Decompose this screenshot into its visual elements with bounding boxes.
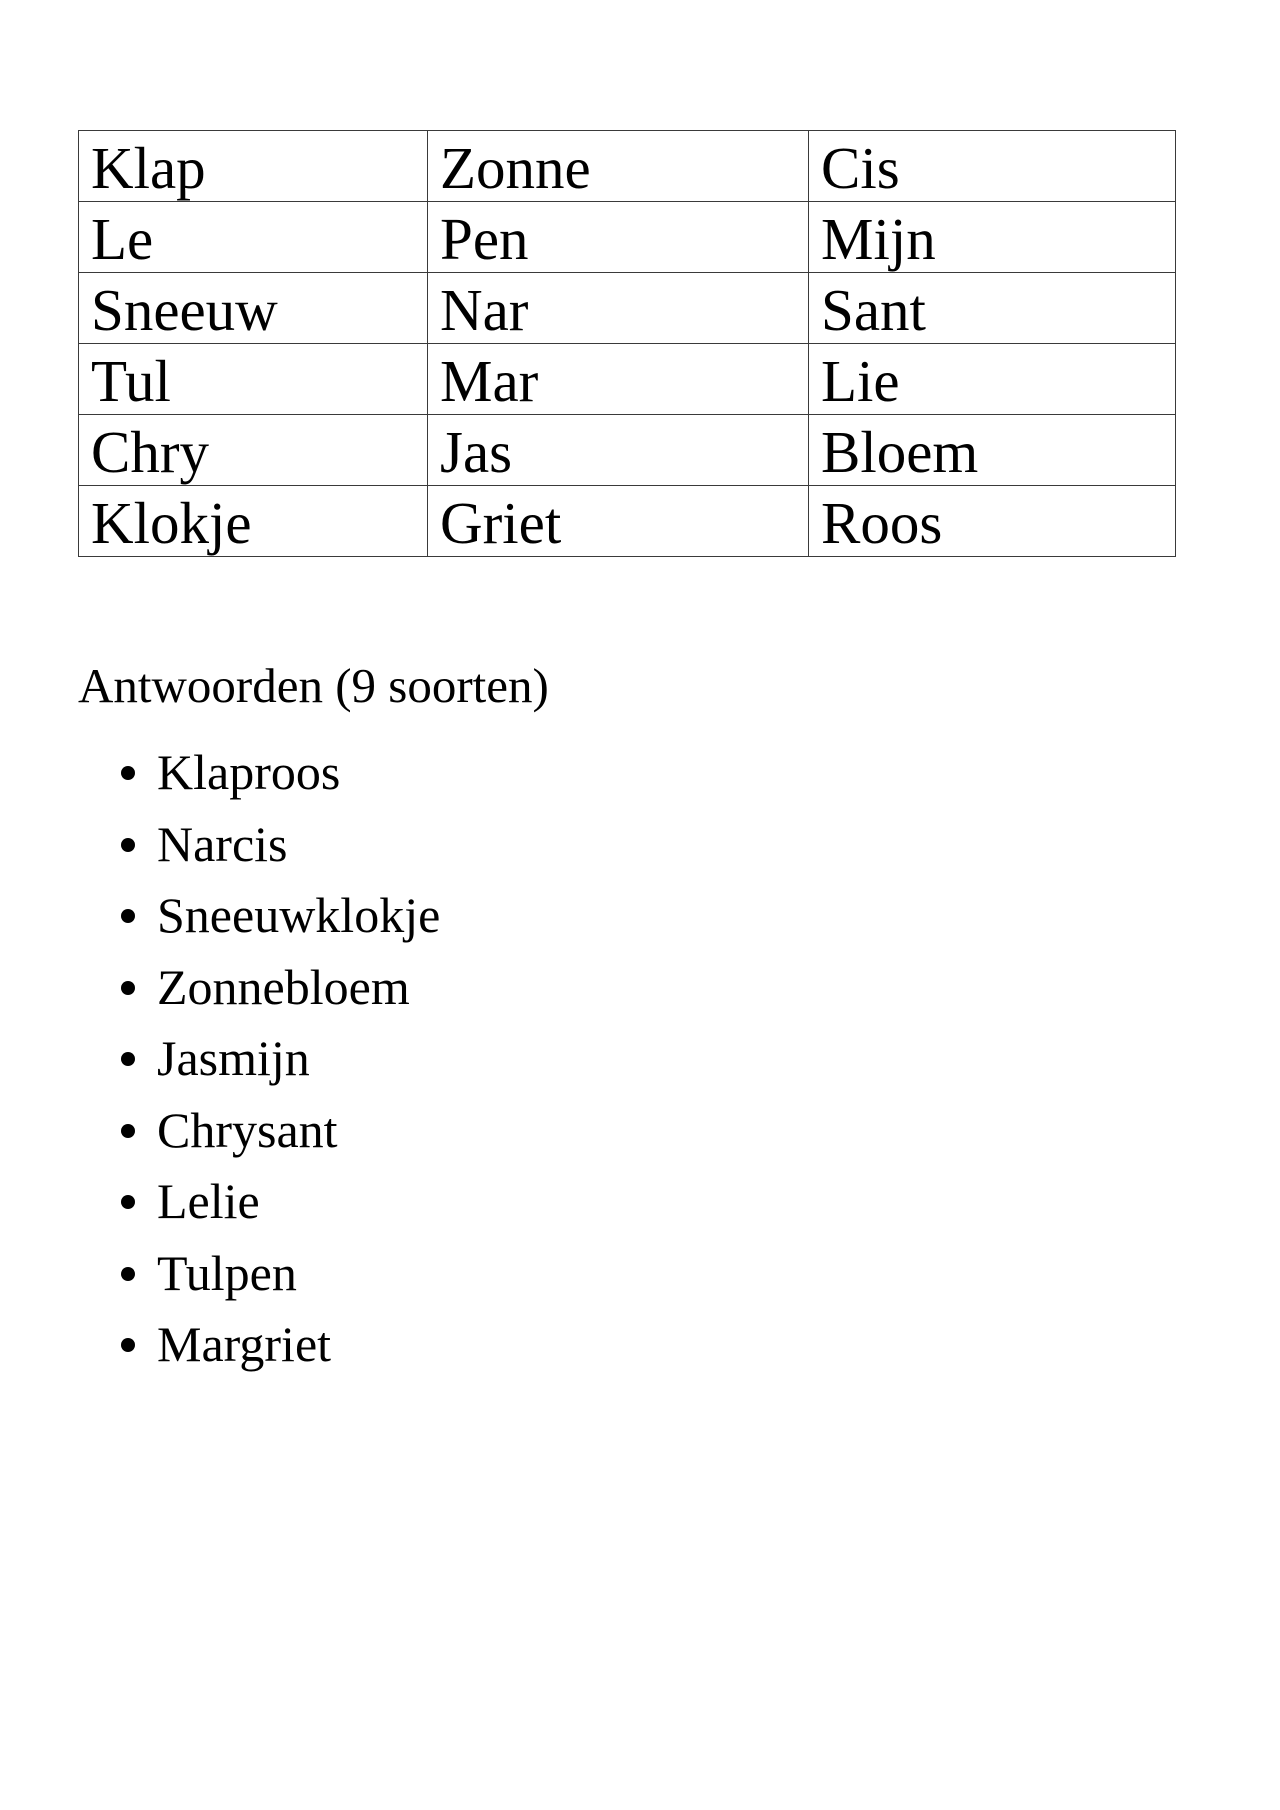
table-row — [79, 131, 1176, 202]
list-item-label: Sneeuwklokje — [157, 887, 441, 943]
table-row — [79, 415, 1176, 486]
table-cell: Sant — [809, 273, 1176, 344]
list-item — [0, 814, 440, 886]
table-row — [79, 202, 1176, 273]
table-cell: Mar — [428, 344, 809, 415]
list-item — [0, 1100, 440, 1172]
list-item-label: Tulpen — [157, 1244, 297, 1301]
table-row — [79, 273, 1176, 344]
table-cell: Zonne — [428, 131, 809, 202]
table-cell: Roos — [809, 486, 1176, 557]
bullet-icon — [121, 1195, 135, 1209]
bullet-icon — [121, 1267, 135, 1281]
table-cell: Griet — [428, 486, 809, 557]
table-cell: Lie — [809, 344, 1176, 415]
table-cell: Klokje — [79, 486, 428, 557]
table-row — [79, 486, 1176, 557]
bullet-icon — [121, 766, 135, 780]
list-item — [0, 1314, 440, 1386]
bullet-icon — [121, 909, 135, 923]
list-item-label: Lelie — [157, 1173, 260, 1229]
list-item-label: Jasmijn — [157, 1030, 310, 1086]
bullet-icon — [121, 1338, 135, 1352]
list-item-label: Zonnebloem — [157, 958, 410, 1015]
table-cell: Cis — [809, 131, 1176, 202]
list-item — [0, 1243, 440, 1315]
list-item — [0, 742, 440, 814]
bullet-icon — [121, 981, 135, 995]
table-cell: Jas — [428, 415, 809, 486]
answers-heading: Antwoorden (9 soorten) — [78, 658, 549, 713]
table-cell: Chry — [79, 415, 428, 486]
answers-list — [0, 742, 440, 1386]
table-cell: Bloem — [809, 415, 1176, 486]
table-cell: Nar — [428, 273, 809, 344]
list-item — [0, 885, 440, 957]
list-item — [0, 1028, 440, 1100]
table-row — [79, 344, 1176, 415]
list-item — [0, 957, 440, 1029]
bullet-icon — [121, 838, 135, 852]
bullet-icon — [121, 1124, 135, 1138]
table-cell: Sneeuw — [79, 273, 428, 344]
table-cell: Pen — [428, 202, 809, 273]
table-cell: Tul — [79, 344, 428, 415]
list-item-label: Chrysant — [157, 1101, 338, 1158]
list-item-label: Narcis — [157, 815, 288, 872]
list-item-label: Margriet — [157, 1316, 332, 1372]
table-cell: Le — [79, 202, 428, 273]
word-puzzle-table — [78, 130, 1176, 557]
list-item — [0, 1171, 440, 1243]
bullet-icon — [121, 1052, 135, 1066]
table-cell: Mijn — [809, 202, 1176, 273]
table-cell: Klap — [79, 131, 428, 202]
list-item-label: Klaproos — [157, 744, 341, 800]
